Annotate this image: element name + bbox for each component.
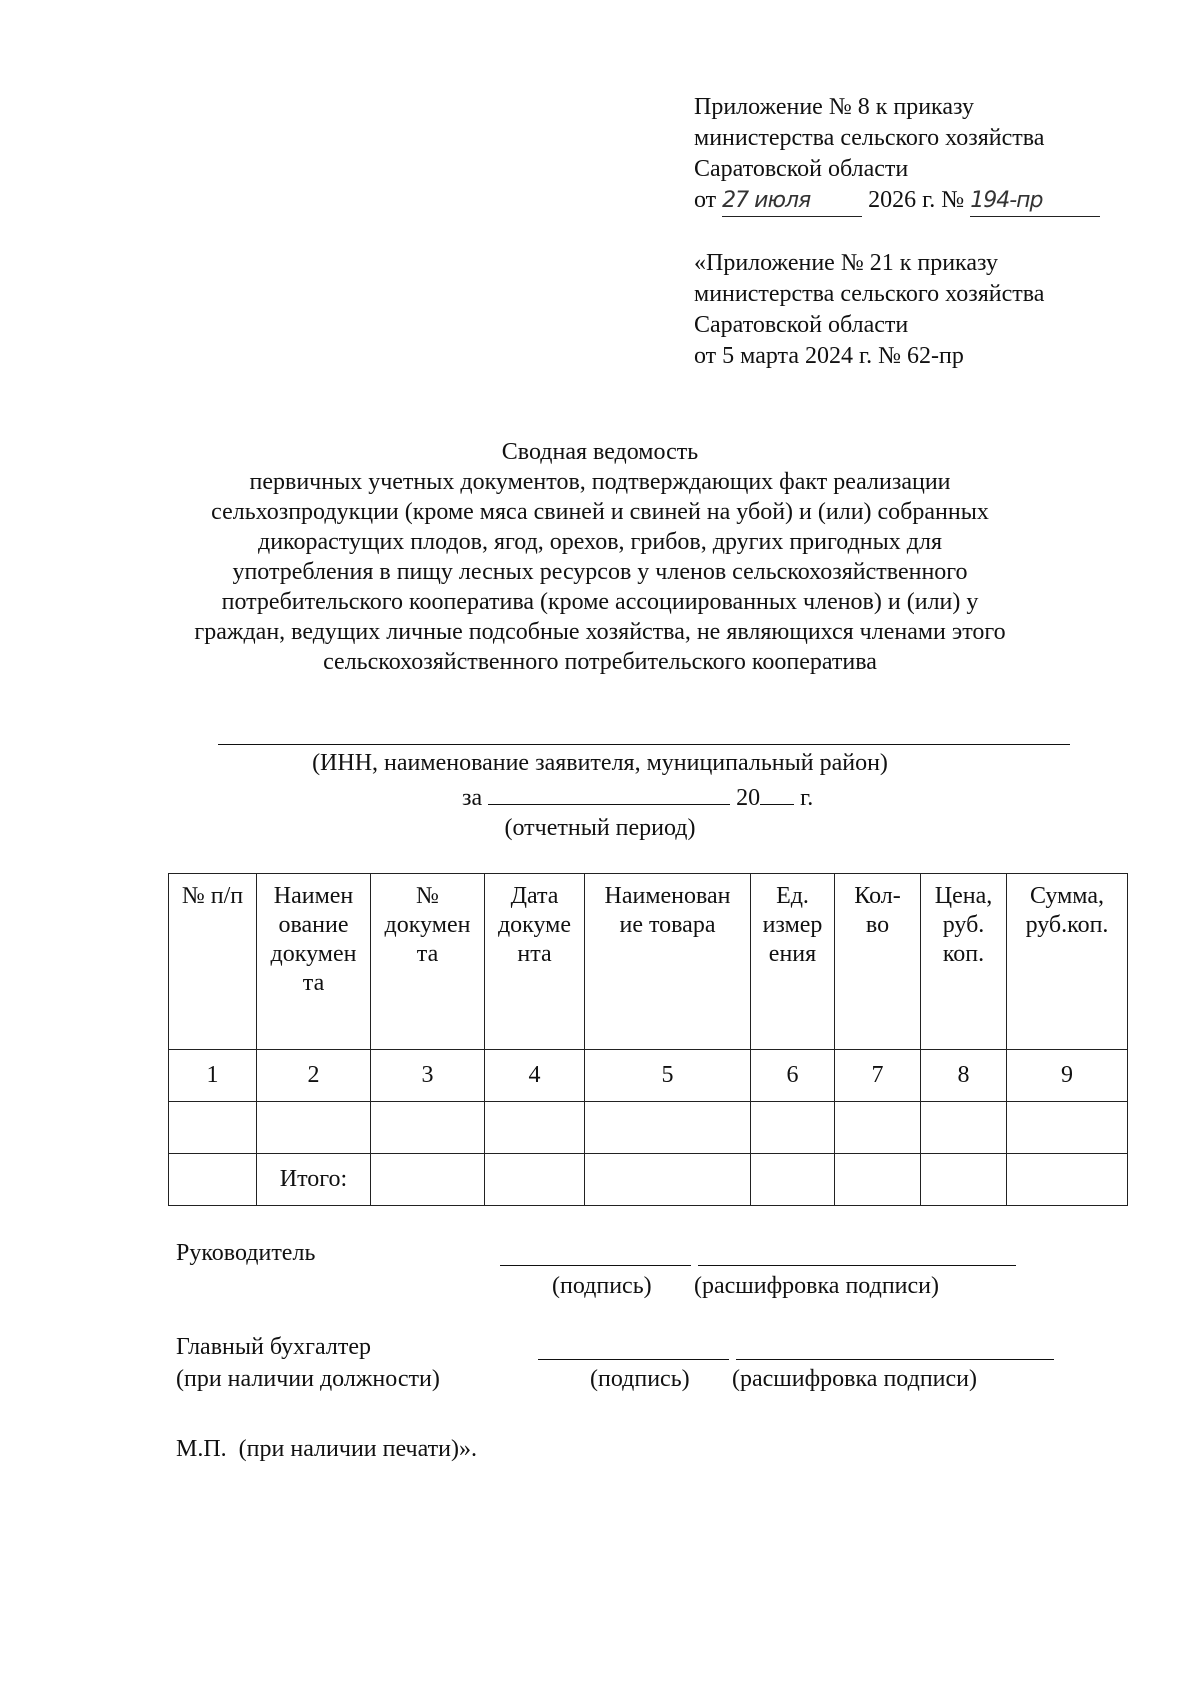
period-suffix: г. [800, 785, 814, 811]
table-cell [835, 1154, 921, 1206]
title-line: употребления в пищу лесных ресурсов у членов сельскохозяйственного [232, 559, 968, 585]
handwritten-date: 27 июля [722, 185, 862, 217]
table-row [169, 1102, 1128, 1154]
annex-ref-line: министерства сельского хозяйства [694, 281, 1045, 307]
header-cell: Наимен ование докумен та [257, 874, 371, 1050]
annex-line: Саратовской области [694, 156, 909, 182]
number-cell: 4 [485, 1050, 585, 1102]
accountant-sign-caption: (подпись) [590, 1366, 690, 1392]
table-header-row [169, 874, 1128, 1050]
number-cell: 8 [921, 1050, 1007, 1102]
annex-block [694, 92, 1100, 217]
number-cell: 2 [257, 1050, 371, 1102]
header-cell: Дата докуме нта [485, 874, 585, 1050]
table-cell [169, 1154, 257, 1206]
head-sign-caption: (подпись) [552, 1273, 652, 1299]
header-cell: Ед. измер ения [751, 874, 835, 1050]
title-line: потребительского кооператива (кроме ассоциированных членов) и (или) у [221, 589, 979, 615]
annex-line: Приложение № 8 к приказу [694, 94, 974, 120]
handwritten-number: 194-пр [970, 185, 1100, 217]
table-total-row [169, 1154, 1128, 1206]
header-cell: Наименован ие товара [585, 874, 751, 1050]
table-cell [585, 1154, 751, 1206]
table-cell [485, 1102, 585, 1154]
title-line: сельскохозяйственного потребительского кооператива [323, 649, 877, 675]
title-line: граждан, ведущих личные подсобные хозяйства, не являющихся членами этого [194, 619, 1006, 645]
applicant-caption: (ИНН, наименование заявителя, муниципальный район) [312, 750, 888, 776]
number-cell: 6 [751, 1050, 835, 1102]
accountant-note: (при наличии должности) [176, 1366, 440, 1392]
number-cell: 9 [1007, 1050, 1128, 1102]
table-cell [921, 1102, 1007, 1154]
number-cell: 7 [835, 1050, 921, 1102]
table-cell [585, 1102, 751, 1154]
title-line: дикорастущих плодов, ягод, орехов, грибов, других пригодных для [258, 529, 942, 555]
annex-ref-line: Саратовской области [694, 312, 909, 338]
head-label: Руководитель [176, 1240, 316, 1266]
head-decode-caption: (расшифровка подписи) [694, 1273, 939, 1299]
period-year: 20 [736, 785, 761, 811]
header-cell: № п/п [169, 874, 257, 1050]
annex-ref-line: от 5 марта 2024 г. № 62-пр [694, 343, 964, 369]
annex-date-year: 2026 г. № [868, 187, 965, 213]
annex-ref-line: «Приложение № 21 к приказу [694, 250, 998, 276]
table-cell [921, 1154, 1007, 1206]
applicant-line [218, 744, 1070, 745]
period-blank [488, 782, 730, 805]
annex-date-line [694, 185, 1100, 217]
header-cell: Сумма, руб.коп. [1007, 874, 1128, 1050]
total-label: Итого: [257, 1154, 371, 1206]
table-cell [371, 1154, 485, 1206]
period-prefix: за [462, 785, 483, 811]
period-line [462, 782, 813, 812]
number-cell: 1 [169, 1050, 257, 1102]
annex-line: министерства сельского хозяйства [694, 125, 1045, 151]
document-title [0, 437, 1200, 677]
accountant-decode-line [736, 1359, 1054, 1360]
head-decode-line [698, 1265, 1016, 1266]
table-number-row [169, 1050, 1128, 1102]
table-cell [751, 1102, 835, 1154]
title-line: первичных учетных документов, подтверждающих факт реализации [249, 469, 951, 495]
table-cell [751, 1154, 835, 1206]
accountant-decode-caption: (расшифровка подписи) [732, 1366, 977, 1392]
period-caption: (отчетный период) [504, 815, 696, 841]
head-signature-line [500, 1265, 691, 1266]
table-cell [835, 1102, 921, 1154]
summary-table [168, 873, 1128, 1206]
table-cell [371, 1102, 485, 1154]
annex-date-prefix: от [694, 187, 717, 213]
header-cell: Кол- во [835, 874, 921, 1050]
header-cell: № докумен та [371, 874, 485, 1050]
number-cell: 3 [371, 1050, 485, 1102]
stamp-note: М.П. (при наличии печати)». [176, 1436, 477, 1462]
number-cell: 5 [585, 1050, 751, 1102]
table-cell [1007, 1154, 1128, 1206]
table-cell [485, 1154, 585, 1206]
period-year-blank [760, 782, 794, 805]
table-cell [1007, 1102, 1128, 1154]
header-cell: Цена, руб. коп. [921, 874, 1007, 1050]
annex-ref-block [694, 248, 1044, 372]
table-cell [169, 1102, 257, 1154]
accountant-signature-line [538, 1359, 729, 1360]
table-cell [257, 1102, 371, 1154]
title-line: Сводная ведомость [501, 439, 699, 465]
accountant-label: Главный бухгалтер [176, 1334, 371, 1360]
title-line: сельхозпродукции (кроме мяса свиней и свиней на убой) и (или) собранных [211, 499, 989, 525]
